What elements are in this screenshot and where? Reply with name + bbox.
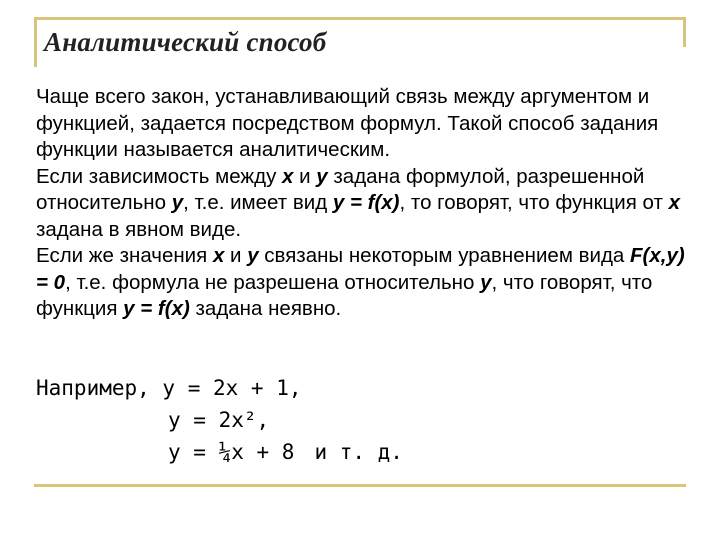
example-tail: и т. д. <box>314 440 403 464</box>
top-rule <box>34 17 686 20</box>
bottom-rule <box>34 484 686 487</box>
paragraph-2: Если зависимость между x и y задана формулой, разрешенной относительно y, т.е. имеет вид y = f(x), то говорят, что функция от x задана в явном виде. <box>36 164 680 241</box>
left-rule <box>34 17 37 67</box>
paragraph-3: Если же значения x и y связаны некоторым уравнением вида F(x,y) = 0, т.е. формула не разрешена относительно y, что говорят, что функция y = f(x) задана неявно. <box>36 244 685 320</box>
example-line-3: y = ¼x + 8 и т. д. <box>36 436 403 468</box>
right-rule <box>683 17 686 47</box>
slide-title: Аналитический способ <box>44 27 327 57</box>
example-line-1: Например, y = 2x + 1, <box>36 376 302 400</box>
example-line-2: y = 2x², <box>168 408 270 432</box>
body-text <box>36 84 696 323</box>
paragraph-1: Чаще всего закон, устанавливающий связь между аргументом и функцией, задается посредством формул. Такой способ задания функции называется аналитическим. <box>36 85 659 161</box>
examples-block <box>36 372 403 468</box>
